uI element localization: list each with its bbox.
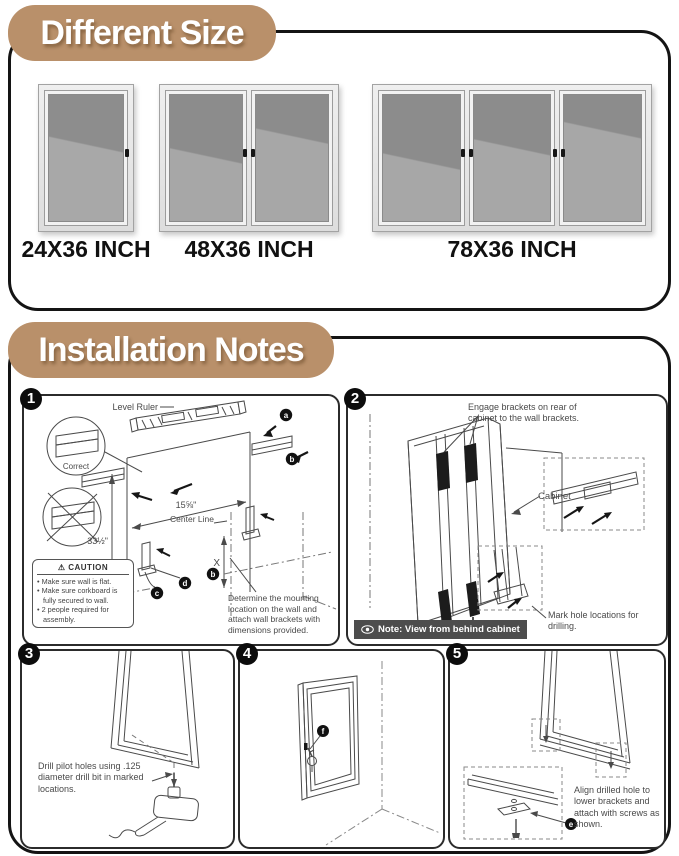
cork-panel bbox=[48, 94, 124, 222]
eye-icon bbox=[361, 625, 374, 634]
cork-panel bbox=[255, 94, 329, 222]
cork-panel bbox=[382, 94, 461, 222]
board-48x36-image bbox=[159, 84, 339, 232]
cabinet-label: Cabinet bbox=[538, 491, 571, 502]
mounted-cabinet-key-diagram bbox=[240, 651, 443, 847]
step-3-note: Drill pilot holes using .125 diameter drill bit in marked locations. bbox=[38, 761, 144, 794]
cabinet-rear-diagram bbox=[348, 396, 666, 644]
board-78x36-image bbox=[372, 84, 652, 232]
cork-panel bbox=[473, 94, 552, 222]
marker-b2: b bbox=[210, 570, 216, 579]
step-3-panel bbox=[20, 645, 235, 849]
view-note-text: Note: View from behind cabinet bbox=[378, 624, 520, 635]
step-4-number: 4 bbox=[236, 643, 258, 665]
step-1-panel bbox=[22, 390, 340, 646]
board-24x36 bbox=[21, 84, 151, 262]
caution-item: • Make sure corkboard is fully secured to wall. bbox=[37, 586, 118, 605]
lock-icon bbox=[243, 149, 247, 157]
step-2-instruction: Engage brackets on rear of cabinet to the wall brackets. bbox=[468, 402, 580, 424]
caution-item: • Make sure wall is flat. bbox=[37, 577, 112, 586]
cork-panel bbox=[563, 94, 642, 222]
board-size-label: 24X36 INCH bbox=[21, 236, 151, 262]
board-door bbox=[44, 90, 128, 226]
width-dimension: 15⅝" bbox=[175, 500, 197, 510]
center-line-label: Center Line bbox=[170, 514, 214, 524]
marker-e: e bbox=[568, 820, 574, 829]
caution-title-text: CAUTION bbox=[68, 563, 109, 572]
board-door bbox=[469, 90, 556, 226]
caution-box bbox=[32, 559, 134, 628]
different-size-title: Different Size bbox=[8, 5, 276, 61]
lock-icon bbox=[125, 149, 129, 157]
board-48x36 bbox=[159, 84, 339, 262]
step-2-number: 2 bbox=[344, 388, 366, 410]
marker-d: d bbox=[182, 579, 188, 588]
marker-b: b bbox=[289, 455, 295, 464]
x-dimension: X bbox=[213, 558, 220, 569]
lock-icon bbox=[553, 149, 557, 157]
board-78x36 bbox=[372, 84, 652, 262]
height-dimension: 33½" bbox=[87, 536, 108, 546]
step-5-panel bbox=[448, 645, 666, 849]
marker-f: f bbox=[321, 727, 325, 736]
marker-c: c bbox=[154, 589, 160, 598]
marker-a: a bbox=[283, 411, 289, 420]
board-door bbox=[165, 90, 247, 226]
step-4-panel bbox=[238, 645, 445, 849]
board-24x36-image bbox=[38, 84, 134, 232]
installation-title: Installation Notes bbox=[8, 322, 334, 378]
board-door bbox=[378, 90, 465, 226]
step-5-note: Align drilled hole to lower brackets and attach with screws as shown. bbox=[574, 785, 660, 829]
level-ruler-label: Level Ruler bbox=[112, 402, 158, 412]
drill-pilot-holes-diagram bbox=[22, 651, 233, 847]
board-size-label: 48X36 INCH bbox=[184, 236, 314, 262]
mark-holes-note: Mark hole locations for drilling. bbox=[548, 610, 639, 632]
view-note-badge bbox=[354, 620, 527, 639]
lock-icon bbox=[461, 149, 465, 157]
step-2-panel bbox=[346, 390, 668, 646]
caution-title bbox=[37, 563, 129, 575]
step-5-number: 5 bbox=[446, 643, 468, 665]
board-size-label: 78X36 INCH bbox=[447, 236, 577, 262]
step-1-note: Determine the mounting location on the wall and attach wall brackets with dimensions provided. bbox=[228, 593, 321, 635]
cork-panel bbox=[169, 94, 243, 222]
board-door bbox=[251, 90, 333, 226]
lock-icon bbox=[561, 149, 565, 157]
board-door bbox=[559, 90, 646, 226]
lock-icon bbox=[469, 149, 473, 157]
lock-icon bbox=[251, 149, 255, 157]
correct-label: Correct bbox=[62, 462, 90, 471]
caution-item: • 2 people required for assembly. bbox=[37, 605, 109, 624]
step-3-number: 3 bbox=[18, 643, 40, 665]
warning-icon: ⚠ bbox=[57, 563, 66, 572]
step-1-number: 1 bbox=[20, 388, 42, 410]
